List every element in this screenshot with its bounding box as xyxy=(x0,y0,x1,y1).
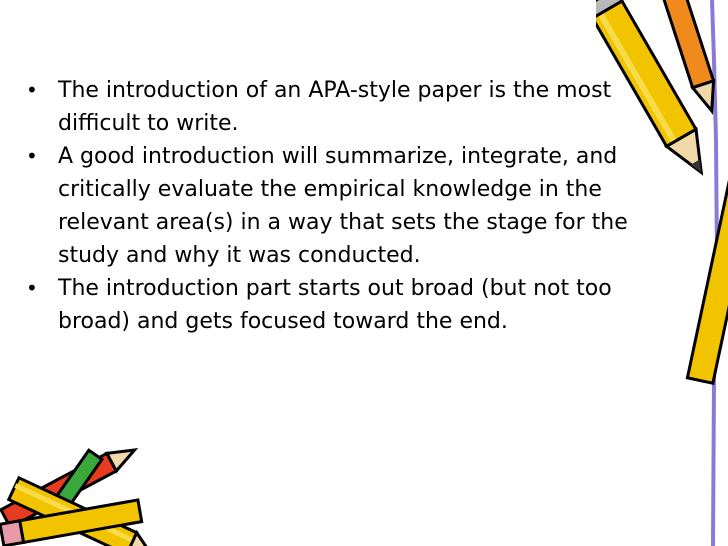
bullet-text: The introduction of an APA-style paper is the most difficult to write. xyxy=(58,78,612,136)
bullet-list xyxy=(26,74,666,338)
bullet-marker: • xyxy=(26,78,38,102)
bullet-text: A good introduction will summarize, integrate, and critically evaluate the empirical knowledge in the relevant area(s) in a way that sets the stage for the study and why it was conducted. xyxy=(58,144,628,268)
pencil-clipart-right-icon xyxy=(596,0,728,546)
pencil-clipart-left-icon xyxy=(0,438,160,546)
bullet-item xyxy=(26,74,666,140)
bullet-item xyxy=(26,140,666,272)
bullet-marker: • xyxy=(26,144,38,168)
bullet-text: The introduction part starts out broad (but not too broad) and gets focused toward the end. xyxy=(58,276,612,334)
bullet-marker: • xyxy=(26,276,38,300)
bullet-item xyxy=(26,272,666,338)
